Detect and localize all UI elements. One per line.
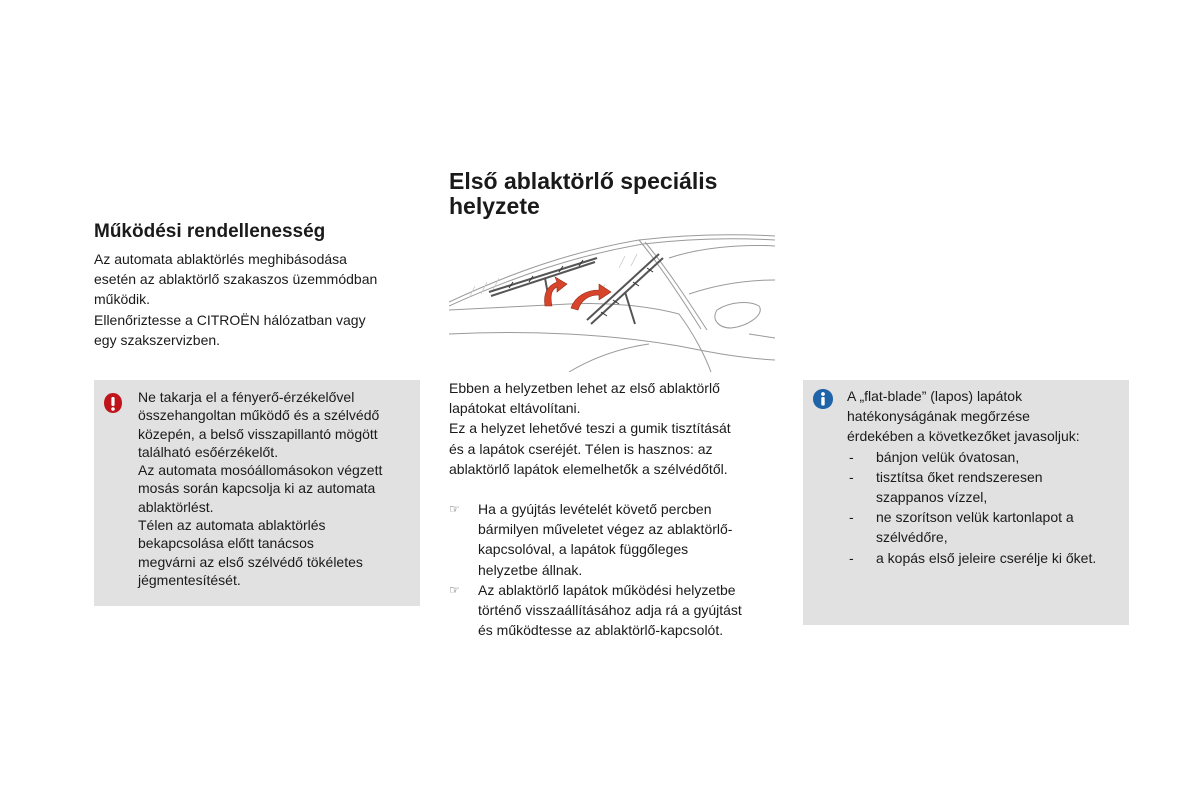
text-line: egy szakszervizben.	[94, 331, 221, 348]
text-line: bekapcsolása előtt tanácsos	[138, 535, 314, 552]
text-line: szappanos vízzel,	[876, 489, 988, 506]
info-box	[803, 380, 1129, 625]
list-item	[847, 548, 1127, 568]
text-line: Ez a helyzet lehetővé teszi a gumik tisztítását	[449, 420, 731, 437]
list-item	[847, 507, 1127, 547]
windscreen-wiper-illustration	[449, 234, 775, 372]
text-line: szélvédőre,	[876, 529, 948, 546]
text-line: tisztítsa őket rendszeresen	[876, 468, 1043, 485]
text-line: Télen az automata ablaktörlés	[138, 517, 326, 534]
text-line: összehangoltan működő és a szélvédő	[138, 407, 380, 424]
text-line: ablaktörlést.	[138, 498, 214, 515]
text-line: kapcsolóval, a lapátok függőleges	[478, 541, 689, 558]
text-line: Az automata mosóállomásokon végzett	[138, 462, 383, 479]
text-line: található esőérzékelőt.	[138, 443, 279, 460]
dash-bullet: -	[849, 468, 854, 485]
text-line: ne szorítson velük kartonlapot a	[876, 509, 1074, 526]
lift-arrow-right	[571, 284, 611, 310]
list-item	[847, 467, 1127, 507]
pointing-hand-icon: ☞	[449, 502, 460, 516]
middle-paragraph	[449, 378, 775, 479]
text-line: esetén az ablaktörlő szakaszos üzemmódban	[94, 271, 378, 288]
heading-line: Első ablaktörlő speciális	[449, 168, 718, 194]
text-line: ablaktörlő lapátok elemelhetők a szélvédőtől.	[449, 460, 728, 477]
text-line: bánjon velük óvatosan,	[876, 448, 1020, 465]
middle-heading	[449, 169, 717, 219]
left-heading: Működési rendellenesség	[94, 221, 326, 242]
list-item	[449, 499, 779, 580]
info-icon	[812, 388, 834, 410]
dash-bullet: -	[849, 509, 854, 526]
list-item	[449, 580, 779, 641]
text-line: Ha a gyújtás levételét követő percben	[478, 501, 712, 517]
warning-text	[138, 388, 414, 589]
text-line: Ellenőriztesse a CITROËN hálózatban vagy	[94, 311, 366, 328]
text-line: jégmentesítését.	[138, 571, 241, 588]
text-line: működik.	[94, 291, 151, 308]
middle-bullet-list	[449, 499, 779, 640]
text-line: lapátokat eltávolítani.	[449, 400, 581, 417]
text-line: és működtesse az ablaktörlő-kapcsolót.	[478, 622, 724, 639]
dash-bullet: -	[849, 448, 854, 465]
text-line: érdekében a következőket javasoljuk:	[847, 428, 1080, 445]
text-line: Az ablaktörlő lapátok működési helyzetbe	[478, 581, 736, 598]
text-line: Ne takarja el a fényerő-érzékelővel	[138, 389, 355, 405]
text-line: bármilyen műveletet végez az ablaktörlő-	[478, 521, 733, 538]
dash-bullet: -	[849, 549, 854, 566]
lift-arrow-left	[545, 277, 568, 306]
text-line: helyzetbe állnak.	[478, 561, 583, 578]
exclamation-icon	[103, 392, 123, 414]
left-paragraph	[94, 249, 414, 350]
info-text	[847, 386, 1127, 568]
text-line: A „flat-blade” (lapos) lapátok	[847, 388, 1023, 404]
heading-line: helyzete	[449, 193, 540, 219]
text-line: mosás során kapcsolja ki az automata	[138, 480, 376, 497]
text-line: megvárni az első szélvédő tökéletes	[138, 553, 363, 570]
text-line: történő visszaállításához adja rá a gyújtást	[478, 602, 742, 619]
text-line: Ebben a helyzetben lehet az első ablaktörlő	[449, 380, 720, 396]
text-line: Az automata ablaktörlés meghibásodása	[94, 251, 347, 267]
text-line: hatékonyságának megőrzése	[847, 408, 1030, 425]
text-line: és a lapátok cseréjét. Télen is hasznos: az	[449, 440, 713, 457]
warning-box	[94, 380, 420, 606]
text-line: közepén, a belső visszapillantó mögött	[138, 425, 378, 442]
list-item	[847, 447, 1127, 467]
text-line: a kopás első jeleire cserélje ki őket.	[876, 549, 1097, 566]
pointing-hand-icon: ☞	[449, 582, 460, 597]
